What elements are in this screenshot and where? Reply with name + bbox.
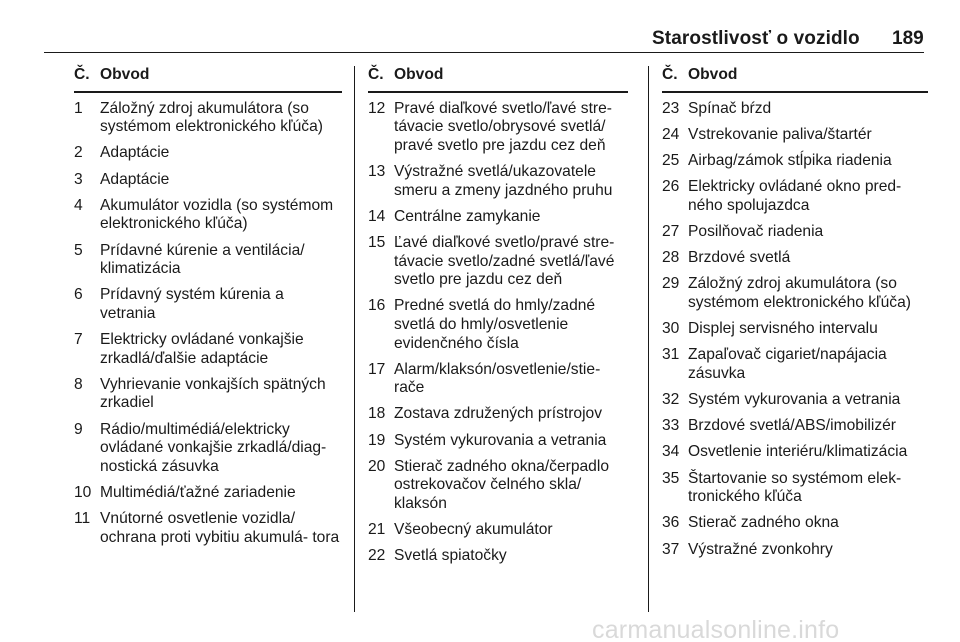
fuse-entry xyxy=(74,171,342,190)
column-divider xyxy=(648,66,649,612)
page-header xyxy=(0,0,960,60)
column-header-number: Č. xyxy=(368,66,384,83)
fuse-entry xyxy=(74,242,342,279)
column-header-label: Obvod xyxy=(100,66,150,83)
column-header-label: Obvod xyxy=(394,66,444,83)
fuse-number: 4 xyxy=(74,196,83,214)
fuse-number: 15 xyxy=(368,233,386,251)
fuse-circuit: Štartovanie so systémom elek- tronického kľúča xyxy=(688,469,902,506)
fuse-entry xyxy=(368,234,628,290)
fuse-circuit: Vstrekovanie paliva/štartér xyxy=(688,125,872,143)
fuse-number: 34 xyxy=(662,443,680,461)
fuse-number: 30 xyxy=(662,320,680,338)
fuse-number: 24 xyxy=(662,125,680,143)
fuse-entry xyxy=(662,223,928,242)
fuse-circuit: Zostava združených prístrojov xyxy=(394,405,603,423)
fuse-number: 18 xyxy=(368,405,386,423)
page-number: 189 xyxy=(892,28,924,49)
fuse-entry xyxy=(662,417,928,436)
fuse-circuit: Záložný zdroj akumulátora (so systémom elektronického kľúča) xyxy=(688,275,911,311)
fuse-entry xyxy=(662,178,928,215)
fuse-entry xyxy=(662,100,928,119)
fuse-entry xyxy=(74,100,342,137)
fuse-entry xyxy=(74,421,342,477)
column-divider xyxy=(354,66,355,612)
fuse-entry xyxy=(74,376,342,413)
fuse-circuit: Ľavé diaľkové svetlo/pravé stre- távacie svetlo/zadné svetlá/ľavé svetlo pre jazdu cez deň xyxy=(394,233,615,289)
fuse-entry xyxy=(368,208,628,227)
fuse-circuit: Výstražné svetlá/ukazovatele smeru a zmeny jazdného pruhu xyxy=(394,162,613,199)
fuse-column-3 xyxy=(662,66,928,567)
fuse-column-1 xyxy=(74,66,342,555)
fuse-number: 26 xyxy=(662,178,680,196)
header-rule xyxy=(44,52,924,53)
fuse-column-2 xyxy=(368,66,628,574)
fuse-number: 1 xyxy=(74,99,83,117)
fuse-number: 32 xyxy=(662,391,680,409)
column-header-label: Obvod xyxy=(688,66,738,83)
column-header xyxy=(74,66,342,93)
fuse-number: 12 xyxy=(368,99,386,117)
fuse-entry xyxy=(662,126,928,145)
fuse-circuit: Všeobecný akumulátor xyxy=(394,521,553,539)
page-title: Starostlivosť o vozidlo xyxy=(652,28,860,49)
fuse-number: 14 xyxy=(368,207,386,225)
fuse-circuit: Stierač zadného okna/čerpadlo ostrekovačov čelného skla/ klaksón xyxy=(394,457,609,513)
fuse-entry xyxy=(662,346,928,383)
fuse-entry xyxy=(368,297,628,353)
fuse-list xyxy=(368,100,628,566)
fuse-number: 28 xyxy=(662,249,680,267)
fuse-entry xyxy=(368,458,628,514)
fuse-circuit: Prídavný systém kúrenia a vetrania xyxy=(100,286,284,322)
fuse-circuit: Spínač bŕzd xyxy=(688,99,772,117)
fuse-number: 7 xyxy=(74,331,83,349)
fuse-circuit: Alarm/klaksón/osvetlenie/stie- rače xyxy=(394,360,601,397)
fuse-entry xyxy=(74,144,342,163)
fuse-number: 21 xyxy=(368,521,386,539)
fuse-entry xyxy=(662,249,928,268)
fuse-circuit: Vnútorné osvetlenie vozidla/ ochrana proti vybitiu akumulá- tora xyxy=(100,510,340,546)
fuse-number: 2 xyxy=(74,144,83,162)
fuse-circuit: Elektricky ovládané okno pred- ného spolujazdca xyxy=(688,178,902,214)
fuse-circuit: Svetlá spiatočky xyxy=(394,547,507,565)
fuse-number: 25 xyxy=(662,151,680,169)
fuse-number: 17 xyxy=(368,360,386,378)
fuse-circuit: Výstražné zvonkohry xyxy=(688,540,833,558)
fuse-circuit: Osvetlenie interiéru/klimatizácia xyxy=(688,443,908,461)
fuse-number: 16 xyxy=(368,297,386,315)
fuse-number: 13 xyxy=(368,162,386,180)
fuse-number: 33 xyxy=(662,417,680,435)
fuse-circuit: Prídavné kúrenie a ventilácia/ klimatizácia xyxy=(100,241,305,278)
fuse-number: 11 xyxy=(74,510,91,528)
fuse-entry xyxy=(74,331,342,368)
fuse-entry xyxy=(74,510,342,547)
fuse-circuit: Centrálne zamykanie xyxy=(394,207,541,225)
fuse-number: 5 xyxy=(74,241,83,259)
fuse-circuit: Záložný zdroj akumulátora (so systémom elektronického kľúča) xyxy=(100,99,323,136)
fuse-circuit: Brzdové svetlá/ABS/imobilizér xyxy=(688,417,896,435)
fuse-entry xyxy=(74,286,342,323)
fuse-circuit: Adaptácie xyxy=(100,144,170,162)
fuse-circuit: Akumulátor vozidla (so systémom elektronického kľúča) xyxy=(100,196,334,233)
fuse-list xyxy=(74,100,342,548)
fuse-circuit: Systém vykurovania a vetrania xyxy=(688,391,901,409)
fuse-entry xyxy=(368,432,628,451)
fuse-entry xyxy=(662,470,928,507)
fuse-number: 31 xyxy=(662,346,680,364)
fuse-number: 3 xyxy=(74,170,83,188)
fuse-circuit: Stierač zadného okna xyxy=(688,514,839,532)
fuse-entry xyxy=(662,320,928,339)
fuse-circuit: Vyhrievanie vonkajších spätných zrkadiel xyxy=(100,375,326,412)
fuse-entry xyxy=(74,197,342,234)
fuse-circuit: Rádio/multimédiá/elektricky ovládané vonkajšie zrkadlá/diag- nostická zásuvka xyxy=(100,420,327,475)
fuse-number: 36 xyxy=(662,514,680,532)
fuse-entry xyxy=(368,521,628,540)
fuse-list xyxy=(662,100,928,560)
fuse-entry xyxy=(368,405,628,424)
fuse-number: 20 xyxy=(368,457,386,475)
fuse-number: 8 xyxy=(74,375,83,393)
fuse-number: 23 xyxy=(662,99,680,117)
fuse-circuit: Multimédiá/ťažné zariadenie xyxy=(100,484,296,502)
fuse-circuit: Systém vykurovania a vetrania xyxy=(394,431,607,449)
fuse-circuit: Airbag/zámok stĺpika riadenia xyxy=(688,151,892,169)
fuse-circuit: Zapaľovač cigariet/napájacia zásuvka xyxy=(688,346,887,382)
fuse-number: 37 xyxy=(662,540,680,558)
fuse-entry xyxy=(368,361,628,398)
fuse-circuit: Adaptácie xyxy=(100,170,170,188)
fuse-number: 27 xyxy=(662,222,680,240)
column-header xyxy=(368,66,628,93)
fuse-number: 19 xyxy=(368,431,386,449)
column-header xyxy=(662,66,928,93)
fuse-circuit: Posilňovač riadenia xyxy=(688,222,824,240)
fuse-entry xyxy=(662,152,928,171)
watermark: carmanualsonline.info xyxy=(592,616,840,642)
fuse-entry xyxy=(368,547,628,566)
fuse-number: 9 xyxy=(74,420,83,438)
fuse-entry xyxy=(662,541,928,560)
fuse-number: 35 xyxy=(662,469,680,487)
fuse-number: 29 xyxy=(662,275,680,293)
fuse-circuit: Elektricky ovládané vonkajšie zrkadlá/ďalšie adaptácie xyxy=(100,331,304,367)
fuse-entry xyxy=(662,275,928,312)
fuse-entry xyxy=(368,100,628,156)
fuse-entry xyxy=(74,484,342,503)
fuse-number: 22 xyxy=(368,547,386,565)
fuse-number: 10 xyxy=(74,484,92,502)
fuse-entry xyxy=(368,163,628,200)
fuse-number: 6 xyxy=(74,286,83,304)
fuse-entry xyxy=(662,514,928,533)
fuse-circuit: Brzdové svetlá xyxy=(688,249,791,267)
fuse-entry xyxy=(662,443,928,462)
column-header-number: Č. xyxy=(662,66,678,83)
fuse-circuit: Displej servisného intervalu xyxy=(688,320,878,338)
fuse-circuit: Predné svetlá do hmly/zadné svetlá do hmly/osvetlenie evidenčného čísla xyxy=(394,297,596,352)
fuse-entry xyxy=(662,391,928,410)
fuse-circuit: Pravé diaľkové svetlo/ľavé stre- távacie svetlo/obrysové svetlá/ pravé svetlo pre jazdu cez deň xyxy=(394,99,612,154)
column-header-number: Č. xyxy=(74,66,90,83)
